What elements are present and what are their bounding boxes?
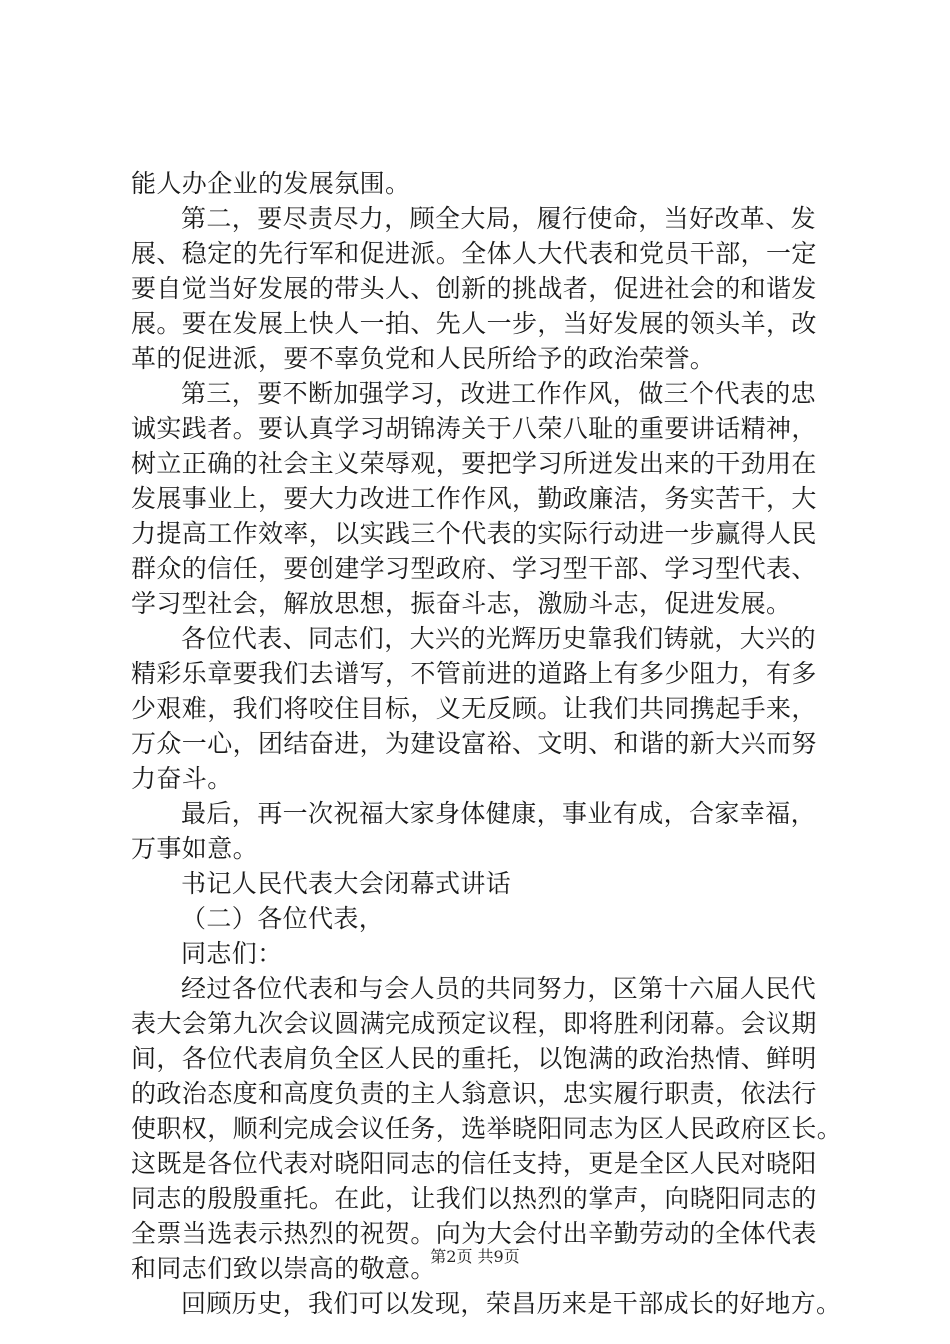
text-line: 这既是各位代表对晓阳同志的信任支持，更是全区人民对晓阳 [131, 1149, 817, 1178]
text-line: 最后，再一次祝福大家身体健康，事业有成，合家幸福， [181, 799, 817, 828]
text-line: 第二，要尽责尽力，顾全大局，履行使命，当好改革、发 [181, 204, 817, 233]
text-line: 革的促进派，要不辜负党和人民所给予的政治荣誉。 [131, 344, 716, 373]
text-line: 力奋斗。 [131, 764, 233, 793]
document-body [131, 166, 851, 1321]
text-line: （二）各位代表， [181, 904, 385, 933]
text-line: 展、稳定的先行军和促进派。全体人大代表和党员干部，一定 [131, 239, 817, 268]
text-line: 经过各位代表和与会人员的共同努力，区第十六届人民代 [181, 974, 817, 1003]
text-line: 和同志们致以崇高的敬意。 [131, 1254, 436, 1283]
text-line: 全票当选表示热烈的祝贺。向为大会付出辛勤劳动的全体代表 [131, 1219, 817, 1248]
page-footer: 第2页 共9页 [430, 1247, 520, 1266]
text-line: 诚实践者。要认真学习胡锦涛关于八荣八耻的重要讲话精神， [131, 414, 817, 443]
text-line: 万众一心，团结奋进，为建设富裕、文明、和谐的新大兴而努 [131, 729, 817, 758]
text-line: 书记人民代表大会闭幕式讲话 [181, 869, 512, 898]
text-line: 少艰难，我们将咬住目标，义无反顾。让我们共同携起手来， [131, 694, 817, 723]
text-line: 表大会第九次会议圆满完成预定议程，即将胜利闭幕。会议期 [131, 1009, 817, 1038]
text-line: 群众的信任，要创建学习型政府、学习型干部、学习型代表、 [131, 554, 817, 583]
text-line: 第三，要不断加强学习，改进工作作风，做三个代表的忠 [181, 379, 817, 408]
text-line: 万事如意。 [131, 834, 259, 863]
text-line: 学习型社会，解放思想，振奋斗志，激励斗志，促进发展。 [131, 589, 792, 618]
text-line: 回顾历史，我们可以发现，荣昌历来是干部成长的好地方。 [181, 1289, 842, 1318]
text-line: 要自觉当好发展的带头人、创新的挑战者，促进社会的和谐发 [131, 274, 817, 303]
text-line: 树立正确的社会主义荣辱观，要把学习所迸发出来的干劲用在 [131, 449, 817, 478]
text-line: 各位代表、同志们，大兴的光辉历史靠我们铸就，大兴的 [181, 624, 817, 653]
text-line: 同志们： [181, 939, 283, 968]
text-line: 使职权，顺利完成会议任务，选举晓阳同志为区人民政府区长。 [131, 1114, 843, 1143]
text-line: 展。要在发展上快人一拍、先人一步，当好发展的领头羊，改 [131, 309, 817, 338]
text-line: 的政治态度和高度负责的主人翁意识，忠实履行职责，依法行 [131, 1079, 817, 1108]
text-line: 同志的殷殷重托。在此，让我们以热烈的掌声，向晓阳同志的 [131, 1184, 817, 1213]
text-line: 间，各位代表肩负全区人民的重托，以饱满的政治热情、鲜明 [131, 1044, 817, 1073]
text-line: 力提高工作效率，以实践三个代表的实际行动进一步赢得人民 [131, 519, 817, 548]
text-line: 能人办企业的发展氛围。 [131, 169, 411, 198]
text-line: 精彩乐章要我们去谱写，不管前进的道路上有多少阻力，有多 [131, 659, 817, 688]
text-line: 发展事业上，要大力改进工作作风，勤政廉洁，务实苦干，大 [131, 484, 817, 513]
